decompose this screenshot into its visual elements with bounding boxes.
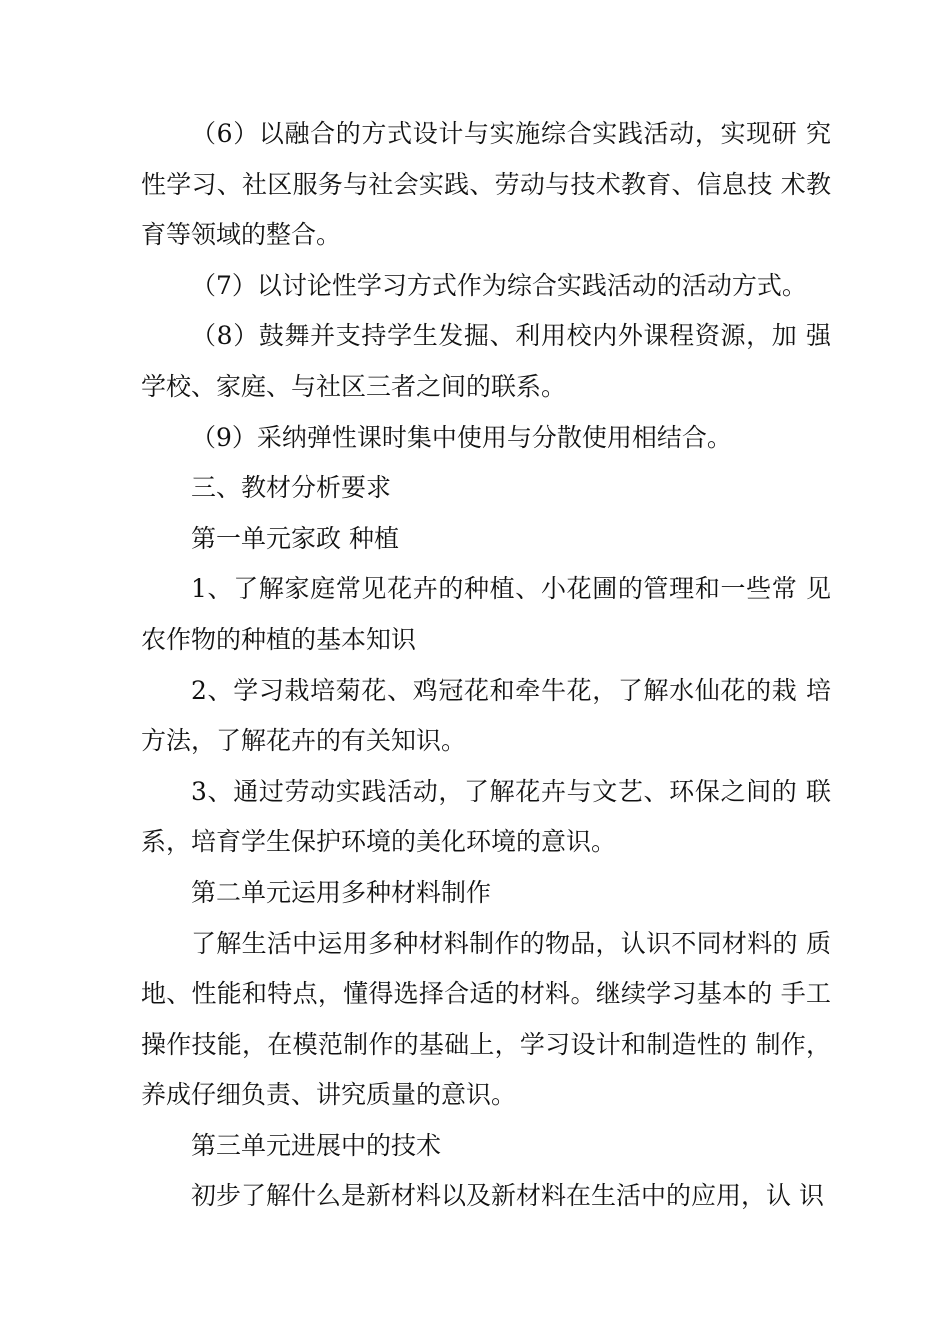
unit1-point-1: 1、了解家庭常见花卉的种植、小花圃的管理和一些常 见农作物的种植的基本知识 bbox=[141, 574, 831, 654]
paragraph-item-7: （7）以讨论性学习方式作为综合实践活动的活动方式。 bbox=[191, 270, 807, 300]
paragraph-item-9: （9）采纳弹性课时集中使用与分散使用相结合。 bbox=[191, 422, 732, 452]
unit-heading-1: 第一单元家政 种植 bbox=[191, 523, 399, 553]
unit3-description: 初步了解什么是新材料以及新材料在生活中的应用，认 识 bbox=[191, 1181, 824, 1211]
paragraph-item-6: （6）以融合的方式设计与实施综合实践活动，实现研 究性学习、社区服务与社会实践、劳动与技术教育、信息技 术教育等领域的整合。 bbox=[141, 119, 831, 250]
unit1-point-3: 3、通过劳动实践活动，了解花卉与文艺、环保之间的 联系，培育学生保护环境的美化环境的意识。 bbox=[141, 776, 831, 857]
unit-heading-3: 第三单元进展中的技术 bbox=[191, 1130, 442, 1160]
unit1-point-2: 2、学习栽培菊花、鸡冠花和牵牛花，了解水仙花的栽 培方法，了解花卉的有关知识。 bbox=[141, 675, 831, 756]
section-heading-textbook-analysis: 三、教材分析要求 bbox=[191, 473, 392, 503]
paragraph-item-8: （8）鼓舞并支持学生发掘、利用校内外课程资源，加 强学校、家庭、与社区三者之间的联系。 bbox=[141, 321, 831, 401]
unit2-description: 了解生活中运用多种材料制作的物品，认识不同材料的 质地、性能和特点，懂得选择合适的材料。继续学习基本的 手工操作技能，在模范制作的基础上，学习设计和制造性的 制作，养成仔细负责、讲究质量的意识。 bbox=[141, 928, 831, 1110]
document-body bbox=[141, 109, 831, 1222]
unit-heading-2: 第二单元运用多种材料制作 bbox=[191, 877, 492, 907]
